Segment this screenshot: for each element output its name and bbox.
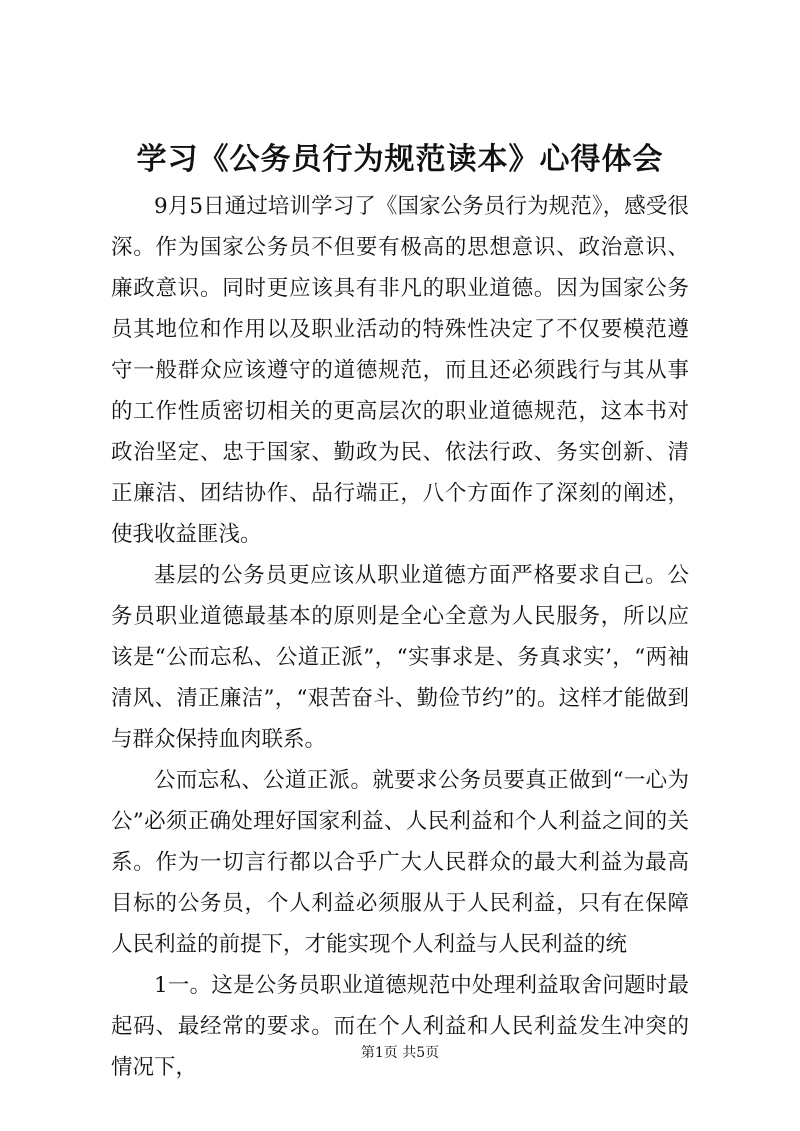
document-title: 学习《公务员行为规范读本》心得体会 (136, 142, 664, 177)
paragraph: 9月5日通过培训学习了《国家公务员行为规范》，感受很深。作为国家公务员不但要有极高的思想意识、政治意识、廉政意识。同时更应该具有非凡的职业道德。因为国家公务员其地位和作用以及职业活动的特殊性决定了不仅要模范遵守一般群众应该遵守的道德规范，而且还必须践行与其从事的工作性质密切相关的更高层次的职业道德规范，这本书对政治坚定、忠于国家、勤政为民、依法行政、务实创新、清正廉洁、团结协作、品行端正，八个方面作了深刻的阐述，使我收益匪浅。 (111, 194, 689, 547)
paragraph: 公而忘私、公道正派。就要求公务员要真正做到“一心为公”必须正确处理好国家利益、人民利益和个人利益之间的关系。作为一切言行都以合乎广大人民群众的最大利益为最高目标的公务员，个人利益必须服从于人民利益，只有在保障人民利益的前提下，才能实现个人利益与人民利益的统 (111, 768, 689, 957)
paragraph: 1一。这是公务员职业道德规范中处理利益取舍问题时最起码、最经常的要求。而在个人利益和人民利益发生冲突的情况下， (111, 973, 689, 1080)
document-body (111, 186, 689, 1088)
paragraph: 基层的公务员更应该从职业道德方面严格要求自己。公务员职业道德最基本的原则是全心全意为人民服务，所以应该是“公而忘私、公道正派”，“实事求是、务真求实’，“两袖清风、清正廉洁”，“艰苦奋斗、勤俭节约”的。这样才能做到与群众保持血肉联系。 (111, 563, 689, 752)
page-number-footer: 第1页 共5页 (360, 1045, 440, 1061)
